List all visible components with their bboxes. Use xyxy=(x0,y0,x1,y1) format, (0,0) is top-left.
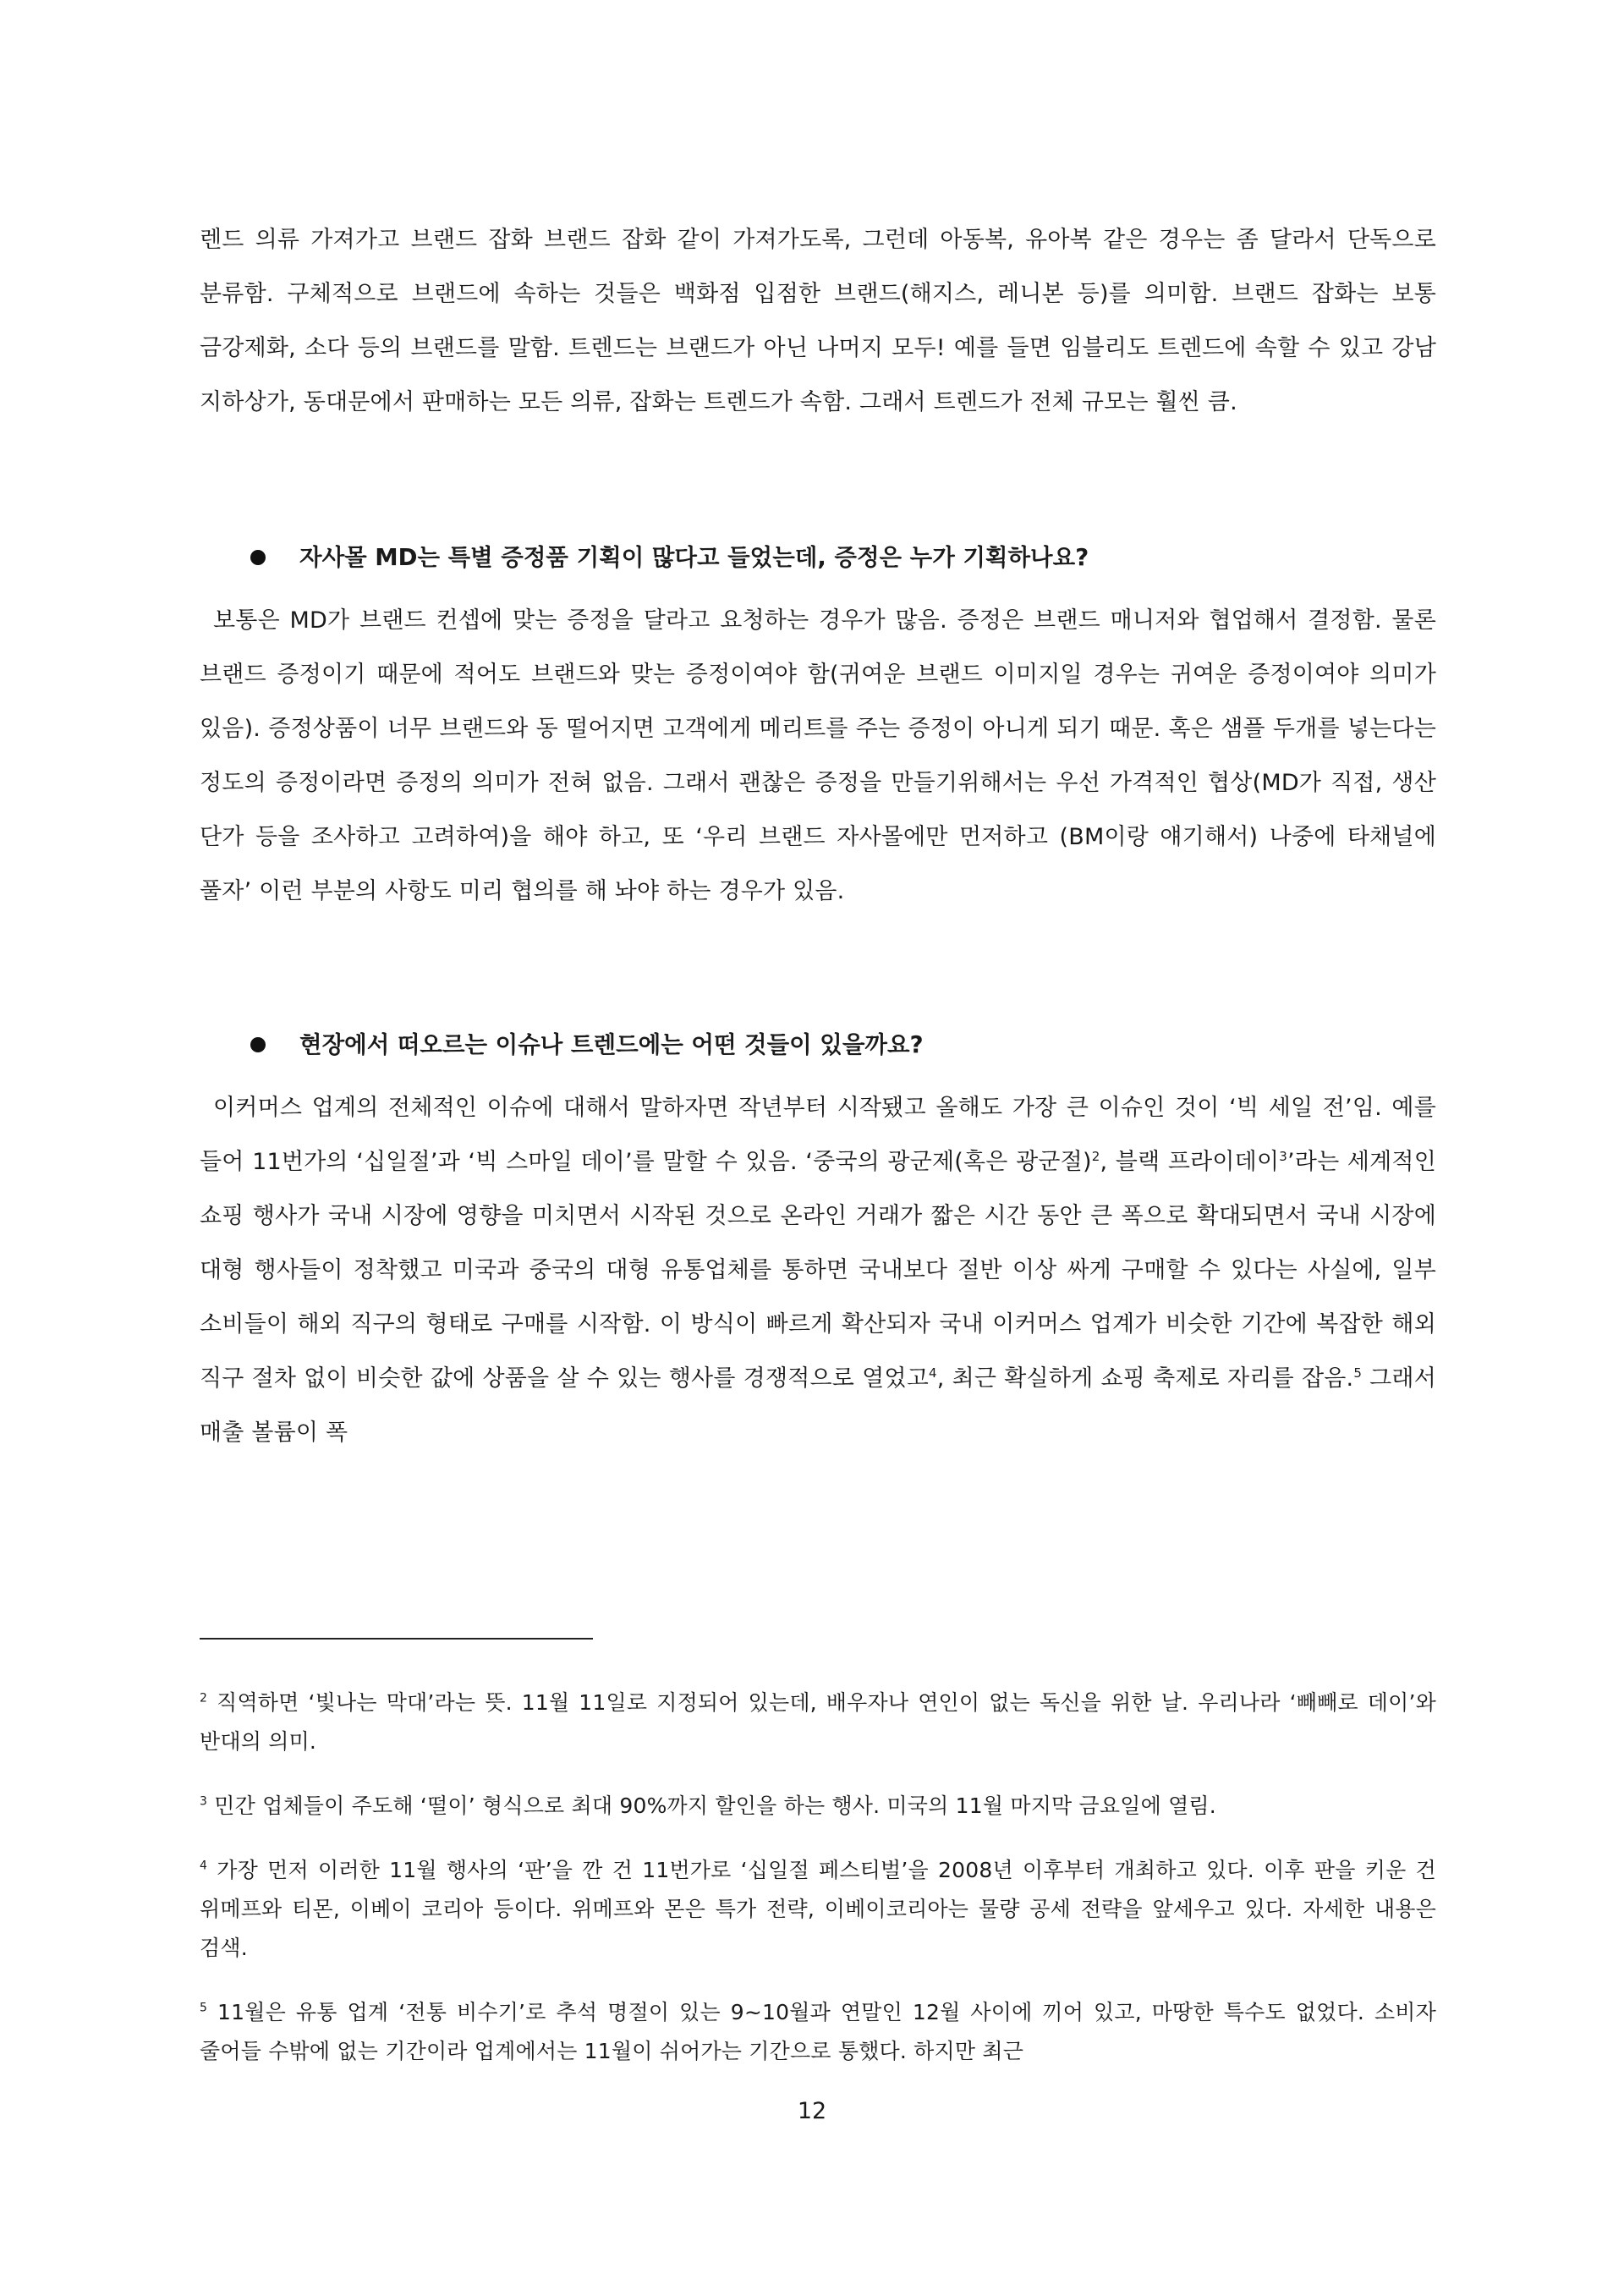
paragraph-ecommerce-issues xyxy=(200,1081,1436,1460)
footnotes xyxy=(200,1684,1436,2096)
footnote-3 xyxy=(200,1787,1436,1826)
footnote-number: 3 xyxy=(200,1794,208,1809)
issues-text-3: ’라는 세계적인 쇼핑 행사가 국내 시장에 영향을 미치면서 시작된 것으로 온라인 거래가 짧은 시간 동안 큰 폭으로 확대되면서 국내 시장에 대형 행사들이 정착했고 미국과 중국의 대형 유통업체를 통하면 국내보다 절반 이상 싸게 구매할 수 있다는 사실에, 일부 소비들이 해외 직구의 형태로 구매를 시작함. 이 방식이 빠르게 확산되자 국내 이커머스 업계가 비슷한 기간에 복잡한 해외 직구 절차 없이 비슷한 값에 상품을 살 수 있는 행사를 경쟁적으로 열었고 xyxy=(200,1149,1436,1392)
footnote-ref-4[interactable]: 4 xyxy=(929,1365,937,1381)
bullet-icon xyxy=(250,1037,266,1052)
footnote-4 xyxy=(200,1851,1436,1968)
footnote-2 xyxy=(200,1684,1436,1761)
spacer xyxy=(200,577,1436,594)
footnote-text: 민간 업체들이 주도해 ‘떨이’ 형식으로 최대 90%까지 할인을 하는 행사. 미국의 11월 마지막 금요일에 열림. xyxy=(207,1793,1216,1818)
paragraph-brand-trend: 렌드 의류 가져가고 브랜드 잡화 브랜드 잡화 같이 가져가도록, 그런데 아동복, 유아복 같은 경우는 좀 달라서 단독으로 분류함. 구체적으로 브랜드에 속하는 것들은 백화점 입점한 브랜드(해지스, 레니본 등)를 의미함. 브랜드 잡화는 보통 금강제화, 소다 등의 브랜드를 말함. 트렌드는 브랜드가 아닌 나머지 모두! 예를 들면 임블리도 트렌드에 속할 수 있고 강남 지하상가, 동대문에서 판매하는 모든 의류, 잡화는 트렌드가 속함. 그래서 트렌드가 전체 규모는 훨씬 큼. xyxy=(200,227,1436,415)
question-heading-gift xyxy=(200,538,1436,577)
issues-text-1: 이커머스 업계의 전체적인 이슈에 대해서 말하자면 작년부터 시작됐고 올해도 가장 큰 이슈인 것이 ‘빅 세일 전’임. 예를 들어 11번가의 ‘십일절’과 ‘빅 스마일 데이’를 말할 수 있음. ‘중국의 광군제(혹은 광군절) xyxy=(200,1095,1436,1175)
footnote-ref-5[interactable]: 5 xyxy=(1353,1365,1363,1381)
issues-text-5: 그래서 매출 볼륨이 폭 xyxy=(200,1365,1436,1446)
footnote-divider xyxy=(200,1638,593,1640)
question-heading-issues xyxy=(200,1025,1436,1064)
footnote-number: 2 xyxy=(200,1691,208,1706)
body-content xyxy=(200,213,1436,1460)
spacer xyxy=(200,430,1436,538)
spacer xyxy=(200,1064,1436,1081)
footnote-number: 5 xyxy=(200,2001,208,2015)
page-number: 12 xyxy=(797,2098,827,2124)
footnote-ref-3[interactable]: 3 xyxy=(1279,1149,1287,1164)
footnote-text: 가장 먼저 이러한 11월 행사의 ‘판’을 깐 건 11번가로 ‘십일절 페스티벌’을 2008년 이후부터 개최하고 있다. 이후 판을 키운 건 위메프와 티몬, 이베이 코리아 등이다. 위메프와 몬은 특가 전략, 이베이코리아는 물량 공세 전략을 앞세우고 있다. 자세한 내용은 검색. xyxy=(200,1858,1436,1960)
footnote-text: 11월은 유통 업계 ‘전통 비수기’로 추석 명절이 있는 9~10월과 연말인 12월 사이에 끼어 있고, 마땅한 특수도 없었다. 소비자 줄어들 수밖에 없는 기간이라 업계에서는 11월이 쉬어가는 기간으로 통했다. 하지만 최근 xyxy=(200,2000,1436,2063)
footnote-number: 4 xyxy=(200,1859,208,1873)
footnote-ref-2[interactable]: 2 xyxy=(1091,1149,1100,1164)
question-heading-gift-text: 자사몰 MD는 특별 증정품 기획이 많다고 들었는데, 증정은 누가 기획하나요? xyxy=(299,544,1089,571)
footnote-5 xyxy=(200,1993,1436,2071)
question-heading-issues-text: 현장에서 떠오르는 이슈나 트렌드에는 어떤 것들이 있을까요? xyxy=(299,1031,924,1058)
paragraph-gift-planning: 보통은 MD가 브랜드 컨셉에 맞는 증정을 달라고 요청하는 경우가 많음. 증정은 브랜드 매니저와 협업해서 결정함. 물론 브랜드 증정이기 때문에 적어도 브랜드와 맞는 증정이여야 함(귀여운 브랜드 이미지일 경우는 귀여운 증정이여야 의미가 있음). 증정상품이 너무 브랜드와 동 떨어지면 고객에게 메리트를 주는 증정이 아니게 되기 때문. 혹은 샘플 두개를 넣는다는 정도의 증정이라면 증정의 의미가 전혀 없음. 그래서 괜찮은 증정을 만들기위해서는 우선 가격적인 협상(MD가 직접, 생산 단가 등을 조사하고 고려하여)을 해야 하고, 또 ‘우리 브랜드 자사몰에만 먼저하고 (BM이랑 얘기해서) 나중에 타채널에 풀자’ 이런 부분의 사항도 미리 협의를 해 놔야 하는 경우가 있음. xyxy=(200,607,1436,904)
bullet-icon xyxy=(250,550,266,565)
footnote-text: 직역하면 ‘빛나는 막대’라는 뜻. 11월 11일로 지정되어 있는데, 배우자나 연인이 없는 독신을 위한 날. 우리나라 ‘빼빼로 데이’와 반대의 의미. xyxy=(200,1690,1436,1754)
spacer xyxy=(200,919,1436,1025)
issues-text-4: , 최근 확실하게 쇼핑 축제로 자리를 잡음. xyxy=(936,1365,1354,1392)
issues-text-2: , 블랙 프라이데이 xyxy=(1100,1149,1280,1175)
